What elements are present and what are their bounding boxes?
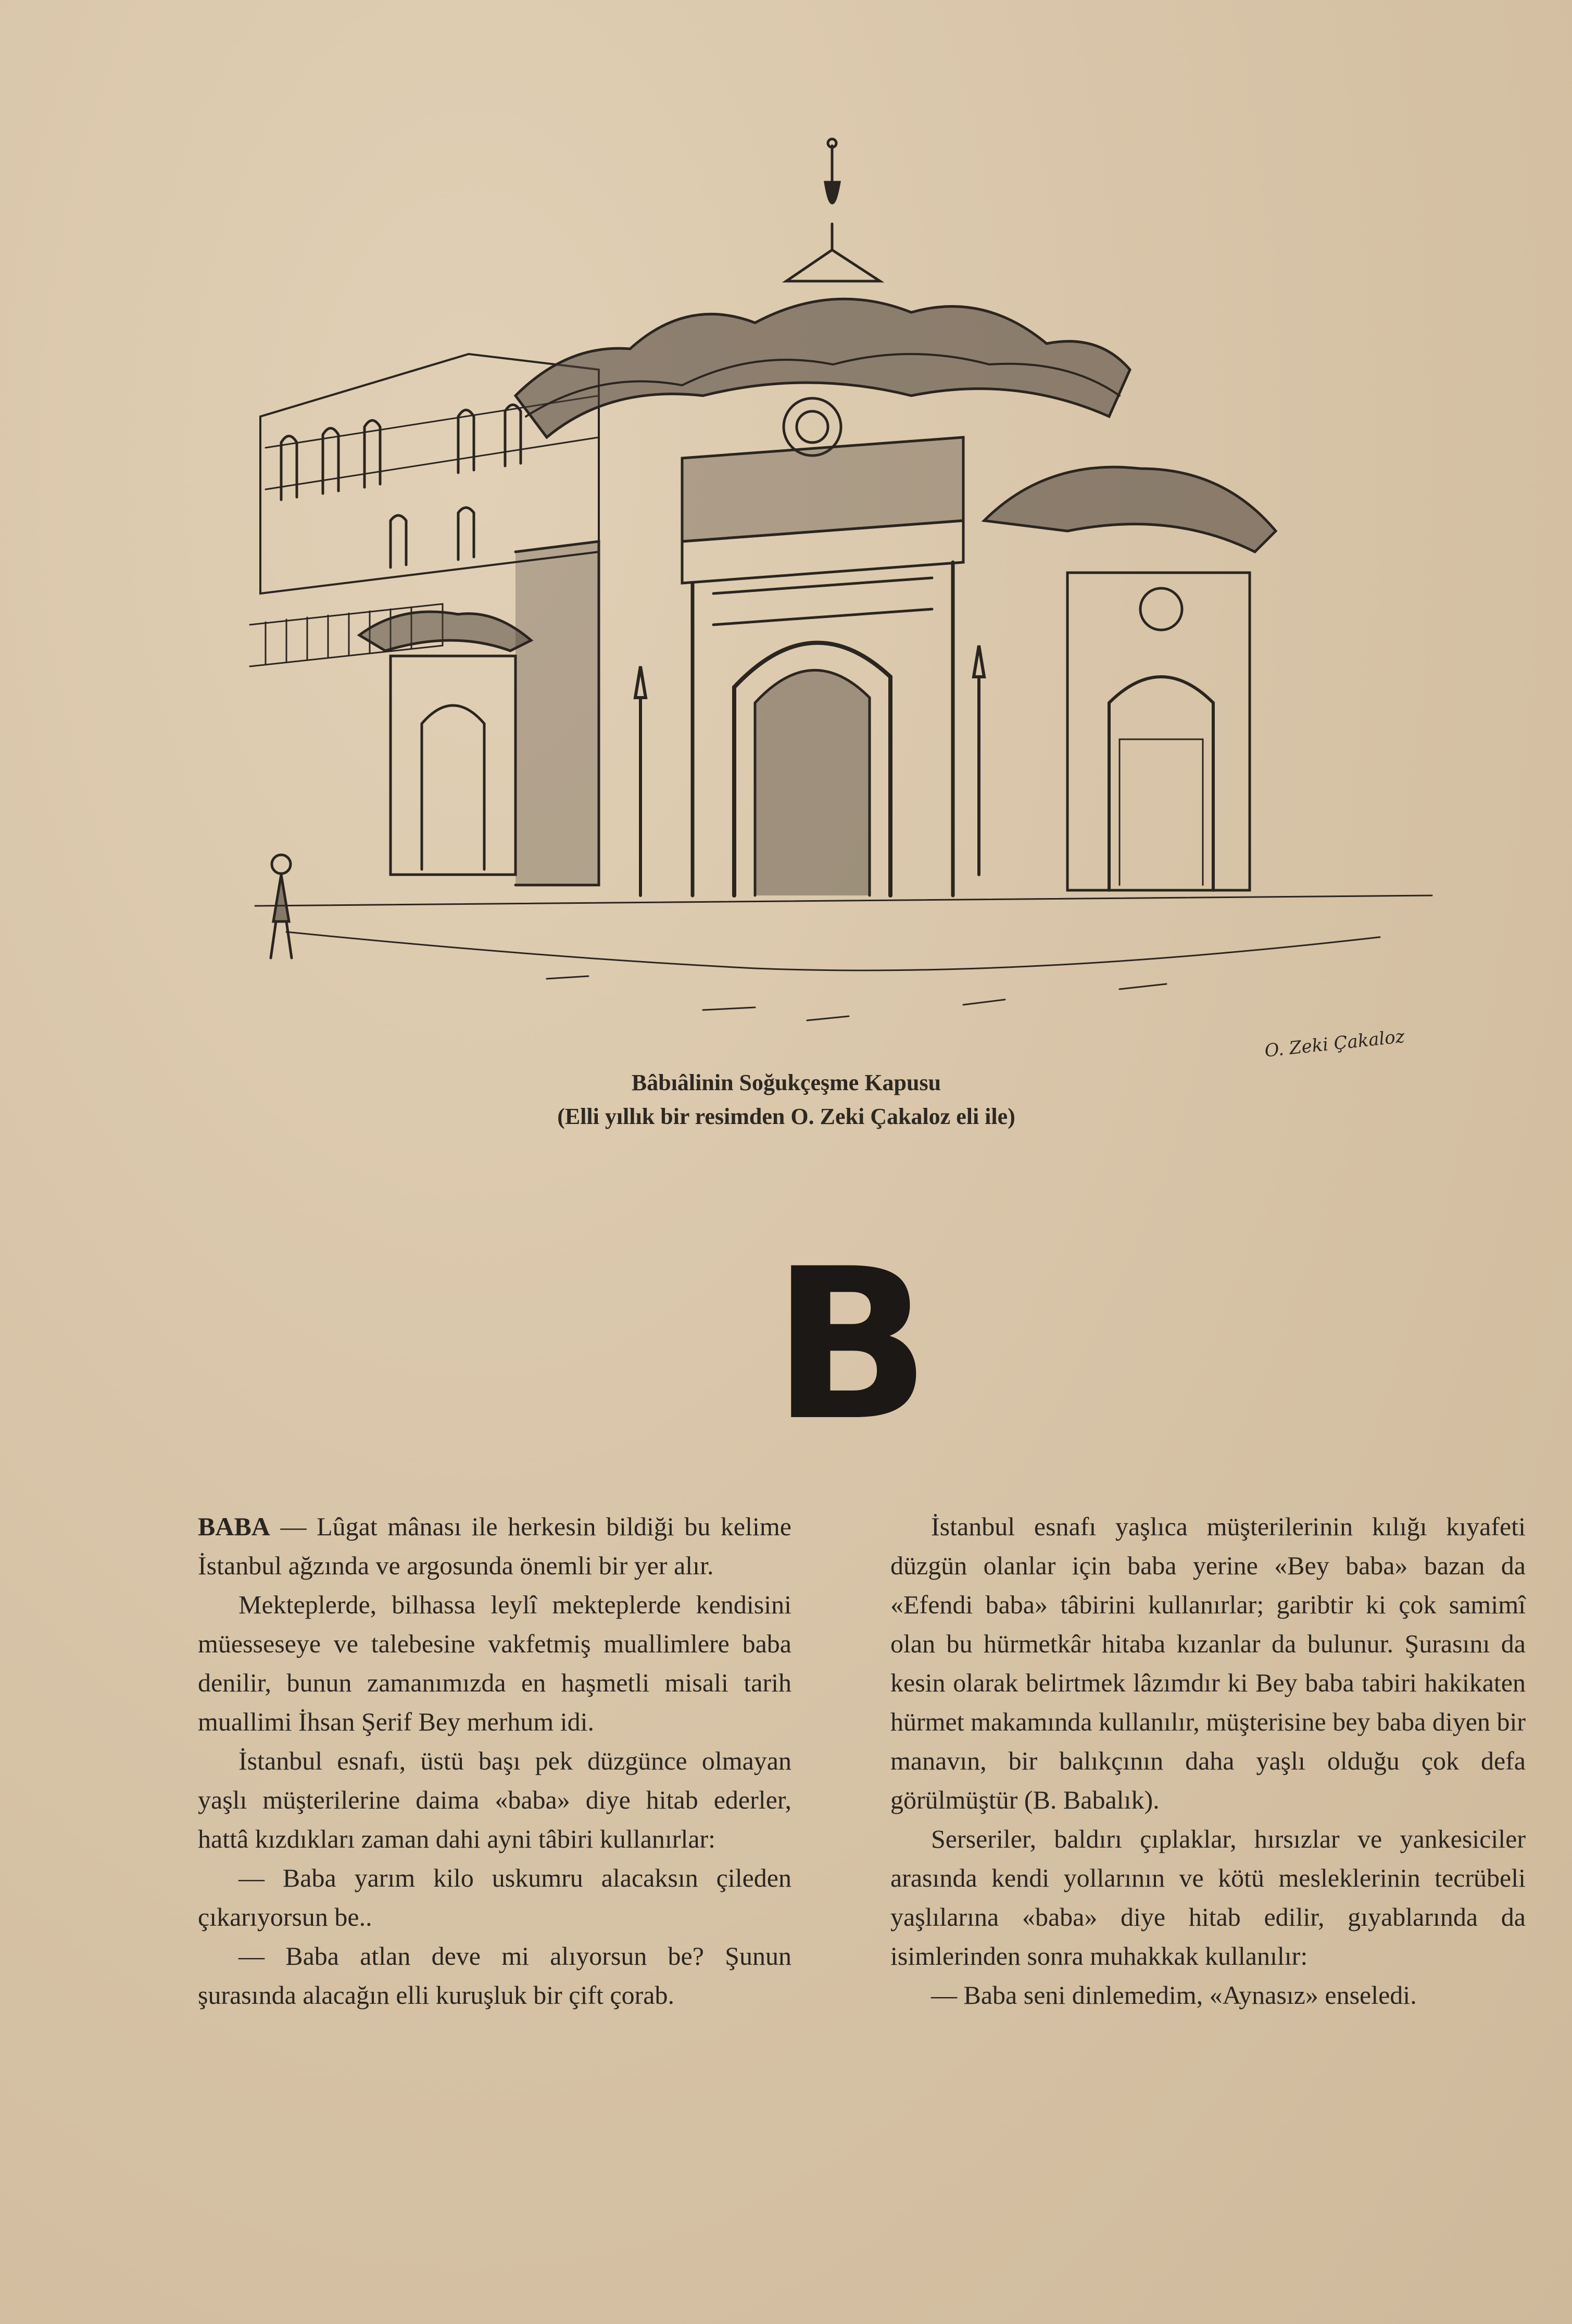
entry-term: BABA [198, 1512, 270, 1541]
artist-signature: O. Zeki Çakaloz [1263, 1026, 1406, 1062]
paragraph: Mekteplerde, bilhassa leylî mekteplerde kendisini müesseseye ve talebesine vakfetmiş muallimlere baba denilir, bunun zamanımızda en haşmetli misali tarih muallimi İhsan Şerif Bey merhum idi. [198, 1590, 791, 1736]
left-column [198, 1507, 791, 2015]
quote-paragraph: — Baba atlan deve mi alıyorsun be? Şunun şurasında alacağın elli kuruşluk bir çift çorab. [198, 1941, 791, 2010]
finial [786, 139, 880, 281]
ground [255, 895, 1432, 1020]
section-letter: B [772, 1224, 926, 1467]
left-pavilion [359, 541, 599, 885]
central-gate [682, 437, 963, 895]
entry-definition: — Lûgat mânası ile herkesin bildiği bu kelime İstanbul ağzında ve argosunda önemli bir yer alır. [198, 1512, 791, 1580]
paragraph: İstanbul esnafı, üstü başı pek düzgünce olmayan yaşlı müşterilerine daima «baba» diye hitab ederler, hattâ kızdıkları zaman dahi ayni tâbiri kullanırlar: [198, 1746, 791, 1853]
gate-illustration [234, 125, 1442, 1083]
paragraph: Serseriler, baldırı çıplaklar, hırsızlar ve yankesiciler arasında kendi yollarının ve kötü mesleklerinin tecrübeli yaşlılarına «baba» diye hitab edilir, gıyablarında da isimlerinden sonra muhakkak kullanılır: [890, 1824, 1526, 1971]
paragraph: İstanbul esnafı yaşlıca müşterilerinin kılığı kıyafeti düzgün olanlar için baba yerine «Bey baba» bazan da «Efendi baba» tâbirini kullanırlar; garibtir ki çok samimî olan bu hürmetkâr hitaba kızanlar da bulunur. Şurasını da kesin olarak belirtmek lâzımdır ki Bey baba tabiri hakikaten hürmet makamında kullanılır, müşterisine bey baba diyen bir manavın, bir balıkçının daha yaşlı olduğu çok defa görülmüştür (B. Babalık). [890, 1512, 1526, 1814]
right-column [890, 1507, 1526, 2015]
caption-subtitle: (Elli yıllık bir resimden O. Zeki Çakaloz eli ile) [557, 1104, 1015, 1129]
quote-paragraph: — Baba yarım kilo uskumru alacaksın çileden çıkarıyorsun be.. [198, 1863, 791, 1931]
entry-paragraph [198, 1507, 791, 1585]
quote-paragraph: — Baba seni dinlemedim, «Aynasız» enseledi. [931, 1980, 1417, 2010]
caption-title: Bâbıâlinin Soğukçeşme Kapusu [631, 1070, 941, 1095]
main-roof [515, 299, 1130, 456]
right-roof [984, 467, 1276, 890]
